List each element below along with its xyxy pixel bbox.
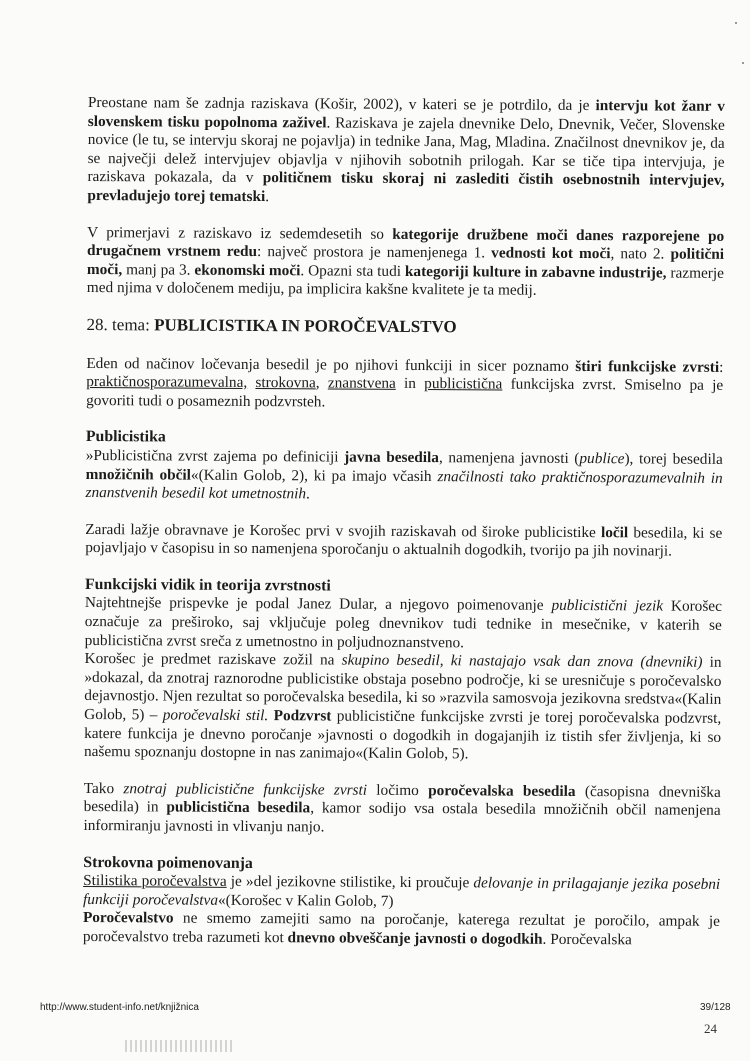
bold-text: štiri funkcijske zvrsti [575,357,720,376]
paragraph [86,355,723,415]
text-run: V primerjavi z raziskavo iz sedemdesetih so [87,223,393,243]
italic-text: poročevalski stil. [162,706,269,725]
text-run: . [306,485,310,503]
italic-text: delovanje in prilagajanje jezika posebni funkciji poročevalstva [83,874,721,909]
bold-text: javna besedila [344,448,440,467]
text-run: funkcijska zvrst. Smiselno pa je govoriti tudi o posameznih podzvrsteh. [86,375,724,411]
paragraph [85,594,722,654]
bold-text: publicistična besedila [166,798,311,817]
underlined-text: praktičnosporazumevalna, [86,373,248,392]
scan-speck [735,22,737,24]
italic-text: skupino besedil, ki nastajajo vsak dan znova (dnevniki) [341,651,703,672]
text-run: 28. tema: [86,314,155,335]
text-run: besedila, ki se pojavljajo v časopisu in so namenjena sporočanju o aktualnih dogodkih, tvorijo pa jih novinarji. [85,523,723,560]
text-run: Korošec označuje za preširoko, saj vključuje poleg dnevnikov tudi tednike in mesečnike, v katerih se publicistična zvrst sreča z umetnostno in poljudnoznanstveno. [84,597,722,651]
footer-url[interactable]: http://www.student-info.net/knjižnica [40,1002,199,1013]
section-title [87,316,724,338]
text-run: publicistične funkcijske zvrsti je torej poročevalska podzvrst, katere funkcija je dnevno poročanje »javnosti o dogodkih in dogajanjih iz tistih sfer življenja, ki so našemu spoznanju dostopne in nas zanimajo«(Kalin Golob, 5). [83,707,722,763]
paragraph [87,94,725,209]
text-run: razmerje med njima v določenem mediju, pa implicira kakšne kvalitete je ta medij. [86,264,724,300]
italic-text: znotraj publicistične funkcijske zvrsti [123,780,368,799]
text-run: in »dokazal, da znotraj raznorodne publicistike obstaja posebno področje, ki se uresničuje s poročevalsko dejavnostjo. Njen rezultat so poročevalska besedila, ki so »razvila samosvoja jezikovna sredstva«(Kalin Golob, 5) – [84,654,722,724]
text-run: ločimo [366,781,429,799]
text-run: Publicistika [85,428,166,446]
text-run: Tako [83,779,124,798]
text-run: je »del jezikovne stilistike, ki proučuje [226,873,474,892]
text-run: . Poročevalska [542,930,632,949]
bold-text: množičnih občil [85,465,192,484]
text-run: (časopisna dnevniška besedila) in [83,782,721,816]
text-run: Eden od načinov ločevanja besedil je po njihovi funkciji in sicer poznamo [86,354,576,375]
bold-text: Podzvrst [273,707,332,725]
paragraph [85,521,722,562]
text-run: : največ prostora je namenjenega 1. [256,243,492,262]
document-body [83,94,725,968]
text-run: Korošec je predmet raziskave zožil na [84,650,342,669]
paragraph [86,447,723,507]
bold-text: Poročevalstvo [82,909,174,927]
paragraph [83,872,720,913]
text-run: ), torej besedila [624,450,723,468]
paragraph [83,780,720,840]
bold-text: ločil [600,523,629,541]
text-run: Najtehtnejše prispevke je podal Janez Dular, a njegovo poimenovanje [84,594,552,615]
text-run: Preostane nam še zadnja raziskava (Košir, 2002), v kateri se je potrdilo, da je [87,94,596,115]
text-run: : [719,358,724,376]
italic-text: značilnosti tako praktičnosporazumevalnih in znanstvenih besedil kot umetnostnih [85,467,723,503]
bold-text: ekonomski moči [194,261,301,280]
text-run: , nato 2. [610,245,671,263]
paragraph [87,224,724,302]
text-run: «(Korošec v Kalin Golob, 7) [217,891,394,910]
bold-text: kategoriji kulture in zabavne industrije, [404,262,667,282]
text-run: Strokovna poimenovanja [83,853,253,872]
bold-text: PUBLICISTIKA IN POROČEVALSTVO [154,315,457,337]
underlined-text: strokovna [255,374,316,392]
footer-page-count: 39/128 [700,1002,731,1013]
text-run: , [315,374,328,392]
bold-text: dnevno obveščanje javnosti o dogodkih [287,929,543,948]
text-run: in [395,375,425,393]
bold-text: intervju kot žanr v slovenskem tisku popolnoma zaživel [87,97,725,132]
bold-text: političnem tisku skoraj ni zaslediti čistih osebnostnih intervjujev, prevladujejo torej tematski [87,169,725,206]
text-run: , namenjena javnosti ( [438,449,580,467]
text-run: ne smemo zamejiti samo na poročanje, katerega rezultat je poročilo, ampak je poročevalstvo treba razumeti kot [82,909,721,947]
underlined-text: publicistična [424,375,503,393]
text-run: . Raziskava je zajela dnevnike Delo, Dnevnik, Večer, Slovenske novice (le tu, se intervju skoraj ne pojavlja) in tednike Jana, Mag, Mladina. Značilnost dnevnikov je, da se največji delež intervjujev objavlja v njihovih sobotnih prilogah. Kar se tiče tipa intervjuja, je raziskava pokazala, da v [87,114,725,187]
scan-speck [742,62,744,64]
bold-text: kategorije družbene moči danes razporejene po drugačnem vrstnem redu [86,225,725,261]
paragraph [83,909,720,950]
scan-stamp-mark [125,1040,235,1052]
text-run: «(Kalin Golob, 2), ki pa imajo včasih [190,466,438,485]
italic-text: publicistični jezik [551,597,664,615]
text-run: Funkcijski vidik in teorija zvrstnosti [84,575,331,595]
text-run: , kamor sodijo vsa ostala besedila množičnih občil namenjena informiranju javnosti in vlivanju nanjo. [83,799,721,836]
text-run: . Opazni sta tudi [300,262,406,280]
bold-text: vednosti kot moči [491,244,611,263]
underlined-text: znanstvena [327,374,396,393]
bold-text: poročevalska besedila [428,781,576,800]
paragraph [84,650,722,765]
page-number: 24 [704,1021,717,1036]
underlined-text: Stilistika poročevalstva [83,872,227,891]
bold-text: politični moči, [86,245,725,278]
italic-text: publice [579,449,625,468]
text-run: manj pa 3. [122,260,195,279]
text-run: Zaradi lažje obravnave je Korošec prvi v svojih raziskavah od široke publicistike [85,520,602,541]
text-run: . [265,188,270,206]
text-run: »Publicistična zvrst zajema po definiciji [85,446,345,466]
